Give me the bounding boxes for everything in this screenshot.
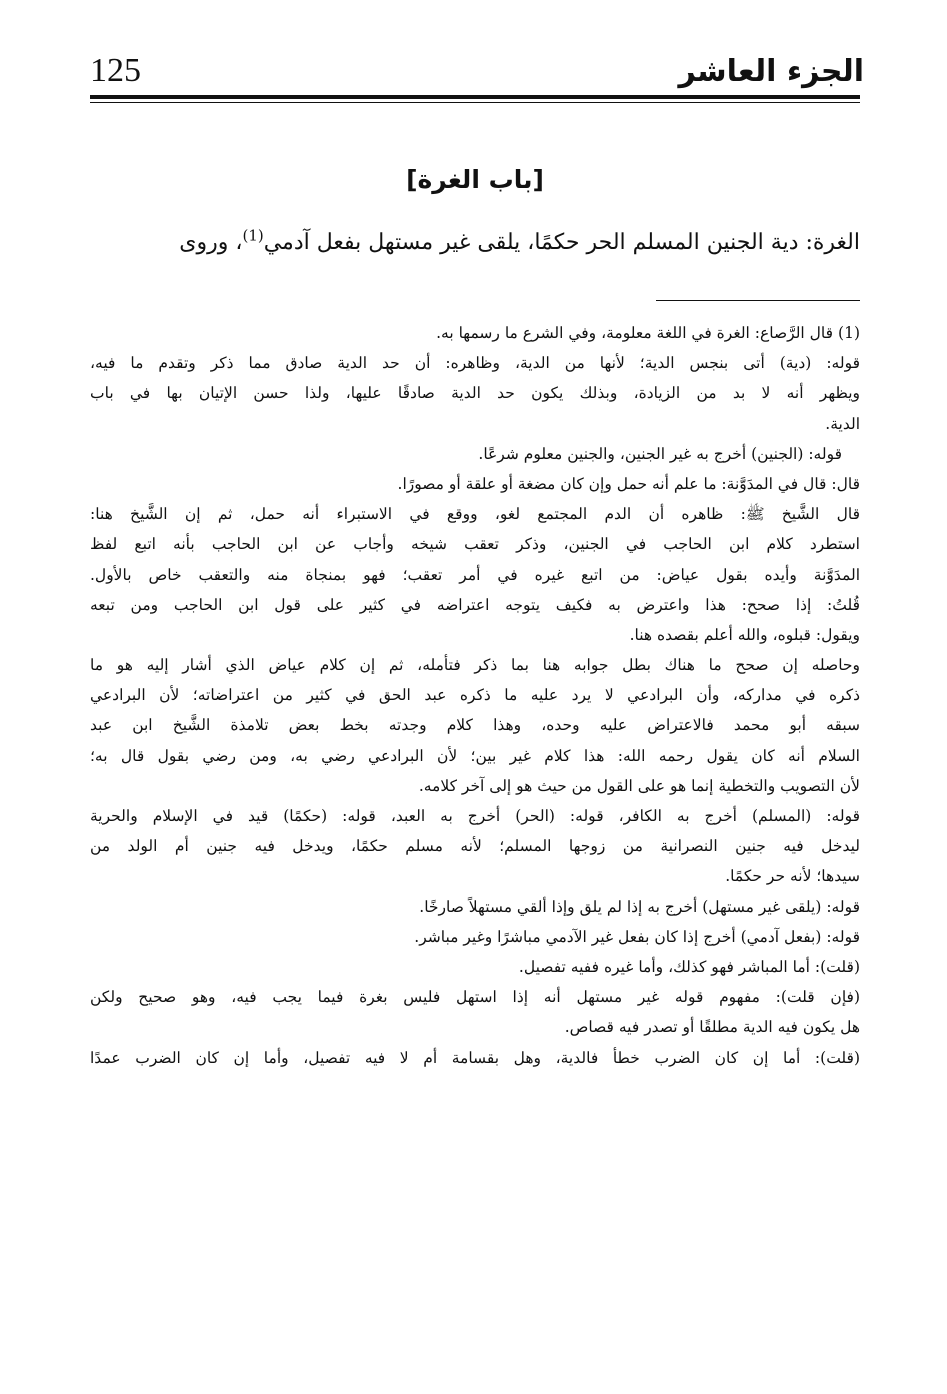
header-rule-thin	[90, 102, 860, 103]
footnotes	[90, 318, 860, 1073]
footnote-line: قوله: (الجنين) أخرج به غير الجنين، والجنين معلوم شرعًا.	[478, 444, 842, 463]
footnote-line: استطرد كلام ابن الحاجب في الجنين، وذكر تعقب شيخه وأجاب عن ابن الحاجب بأنه اتبع لفظ	[90, 535, 860, 554]
footnote-reference[interactable]: (1)	[242, 226, 264, 245]
footnote-line: لأن التصويب والتخطية إنما هو على القول من حيث هو إلى آخر كلامه.	[418, 776, 860, 795]
footnote-line: (فإن قلت): مفهوم قوله غير مستهل أنه إذا استهل فليس بغرة فيما يجب فيه، وهو صحيح ولكن	[90, 988, 860, 1007]
footnote-line: قوله: (المسلم) أخرج به الكافر، قوله: (الحر) أخرج به العبد، قوله: (حكمًا) قيد في الإسلام والحرية	[90, 807, 860, 825]
footnote-line: سبقه أبو محمد فالاعتراض عليه وحده، وهذا كلام وجدته بخط بعض تلامذة الشَّيخ ابن عبد	[90, 716, 860, 735]
footnote-line: المدَوَّنة وأيده بقول عياض: من اتبع غيره في أمر تعقب؛ فهو بمنجاة منه والتعقب خاص بالأول.	[90, 565, 860, 584]
footnote-line: الدية.	[825, 414, 860, 433]
footnote-line: وحاصله إن صحح ما هناك بطل جوابه هنا بما ذكر فتأمله، ثم إن كلام عياض الذي أشار إليه هو ما	[90, 656, 860, 675]
footnote-line: السلام أنه كان يقول رحمه الله: هذا كلام غير بين؛ لأن البرادعي رضي به، ومن رضي بقول قال به؛	[90, 746, 860, 765]
footnote-text: قال الرَّصاع: الغرة في اللغة معلومة، وفي الشرع ما رسمها به.	[436, 324, 834, 342]
footnote-line: (قلت): أما إن كان الضرب خطأ فالدية، وهل بقسامة أم لا فيه تفصيل، وأما إن كان الضرب عمدًا	[90, 1048, 860, 1067]
footnote-line: قُلتُ: إذا صحح: هذا واعترض به فكيف يتوجه اعتراضه في كثير على قول ابن الحاجب ومن تبعه	[90, 595, 860, 614]
header-rule	[90, 95, 860, 99]
footnote-separator	[656, 300, 860, 301]
footnote-line: ويظهر أنه لا بد من الزيادة، وبذلك يكون حد الدية صادقًا عليها، ولذا حسن الإتيان بها في باب	[90, 384, 860, 403]
footnote-line: قال: قال في المدَوَّنة: ما علم أنه حمل وإن كان مضغة أو علقة أو مصورًا.	[397, 474, 860, 493]
footnote-line: ذكره في مداركه، وأن البرادعي لا يرد عليه ما ذكره عبد الحق في كثير من اعتراضاته؛ لأن البرادعي	[90, 686, 860, 705]
footnote-line: قال الشَّيخ ﷺ: ظاهره أن الدم المجتمع لغو، ووقع في الاستبراء أنه حمل، ثم إن الشَّيخ هنا:	[90, 505, 860, 524]
footnote-line: (قلت): أما المباشر فهو كذلك، وأما غيره ففيه تفصيل.	[518, 957, 860, 976]
footnote-line: ويقول: قبلوه، والله أعلم بقصده هنا.	[629, 625, 860, 644]
main-text-continuation: ، وروى	[179, 230, 243, 255]
footnote-line: قوله: (بفعل آدمي) أخرج إذا كان بفعل غير الآدمي مباشرًا وغير مباشر.	[414, 927, 860, 946]
footnote-line: سيدها؛ لأنه حر حكمًا.	[725, 867, 860, 886]
footnote-line: هل يكون فيه الدية مطلقًا أو تصدر فيه قصاص.	[564, 1018, 860, 1037]
footnote-marker: (1)	[838, 324, 860, 342]
footnote-line: قوله: (يلقى غير مستهل) أخرج به إذا لم يلق وإذا ألقي مستهلاً صارخًا.	[419, 897, 860, 916]
footnote-line: قوله: (دية) أتى بنجس الدية؛ لأنها من الدية، وظاهره: أن حد الدية صادق مما ذكر وتقدم ما فيه،	[90, 354, 860, 373]
footnote-line: ليدخل فيه جنين النصرانية من زوجها المسلم؛ لأنه مسلم حكمًا، ويدخل فيه جنين أم الولد من	[90, 837, 860, 856]
main-paragraph	[90, 218, 860, 268]
main-text: الغرة: دية الجنين المسلم الحر حكمًا، يلقى غير مستهل بفعل آدمي	[263, 230, 860, 255]
section-heading: [باب الغرة]	[406, 165, 544, 194]
running-title: الجزء العاشر	[678, 54, 864, 89]
page-number: 125	[90, 52, 141, 89]
footnote-line	[90, 318, 860, 348]
